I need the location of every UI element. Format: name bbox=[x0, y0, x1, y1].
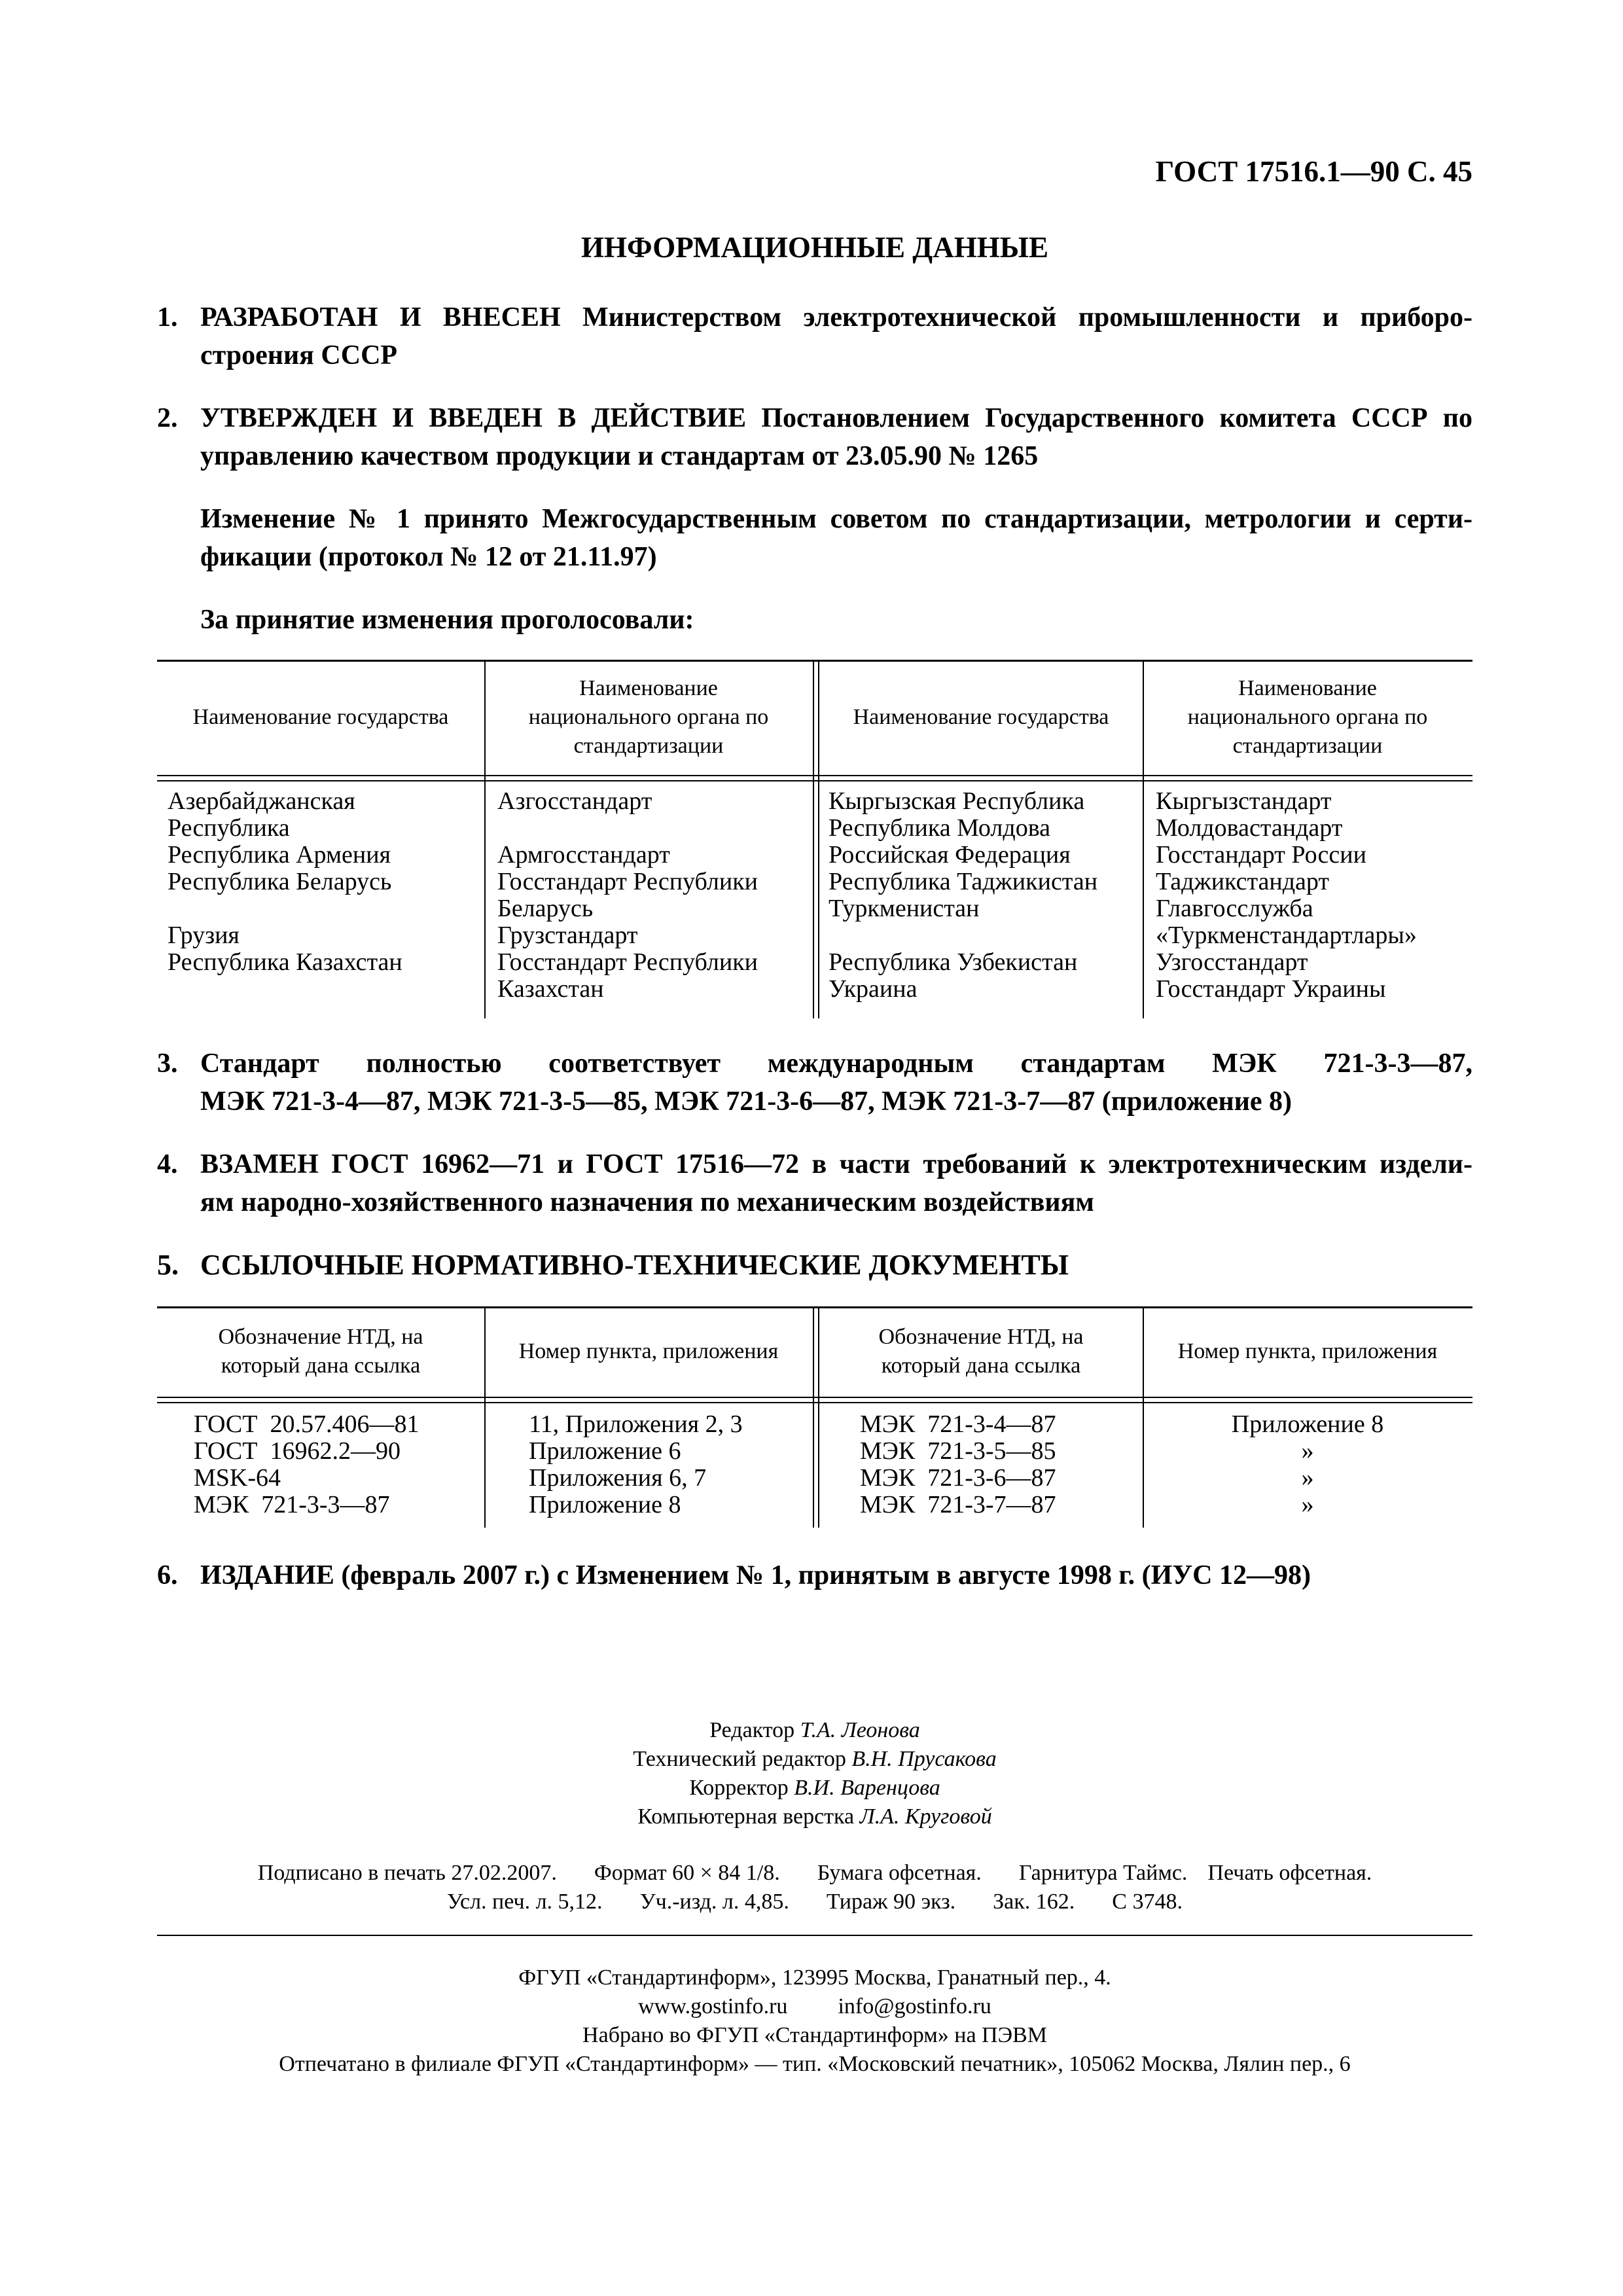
item-number: 5. bbox=[157, 1249, 179, 1281]
item-text-line2: МЭК 721-3-4—87, МЭК 721-3-5—85, МЭК 721-3-6—87, МЭК 721-3-7—87 (приложение 8) bbox=[200, 1086, 1293, 1117]
document-reference: ГОСТ 17516.1—90 С. 45 bbox=[1155, 155, 1472, 188]
item-number: 1. bbox=[157, 302, 178, 332]
item-text-line2: ям народно-хозяйственного назначения по механическим воздействиям bbox=[200, 1187, 1094, 1217]
publishing-sheets: Уч.-изд. л. 4,85. bbox=[639, 1890, 789, 1914]
item-text-line2: строения СССР bbox=[200, 340, 398, 370]
column-bodies-left: Азгосстандарт Армгосстандарт Госстандарт Республики Беларусь Грузстандарт Госстандарт Республики Казахстан bbox=[497, 787, 758, 1003]
states-table bbox=[157, 660, 1472, 1018]
column-docs-right: МЭК 721-3-4—87 МЭК 721-3-5—85 МЭК 721-3-6—87 МЭК 721-3-7—87 bbox=[860, 1410, 1056, 1518]
editor-line bbox=[157, 1716, 1472, 1745]
printed-at-info: Отпечатано в филиале ФГУП «Стандартинформ» — тип. «Московский печатник», 105062 Москва, Лялин пер., 6 bbox=[279, 2052, 1351, 2076]
paper-type: Бумага офсетная. bbox=[817, 1861, 982, 1885]
printed-sheets: Усл. печ. л. 5,12. bbox=[447, 1890, 603, 1914]
item-3 bbox=[157, 1045, 1472, 1121]
column-states-right: Кыргызская Республика Республика Молдова Российская Федерация Республика Таджикистан Туркменистан Республика Узбекистан Украина bbox=[829, 787, 1098, 1003]
printing-type: Печать офсетная. bbox=[1207, 1861, 1372, 1885]
print-info-line1 bbox=[157, 1859, 1472, 1888]
column-header-clause: Номер пункта, приложения bbox=[518, 1339, 779, 1363]
layout-name: Л.А. Круговой bbox=[859, 1804, 992, 1829]
item-text: ССЫЛОЧНЫЕ НОРМАТИВНО-ТЕХНИЧЕСКИЕ ДОКУМЕНТЫ bbox=[200, 1249, 1069, 1281]
item-text-line1: ВЗАМЕН ГОСТ 16962—71 и ГОСТ 17516—72 в части требований к электротехническим издели- bbox=[200, 1149, 1472, 1179]
editor-name: Т.А. Леонова bbox=[800, 1718, 920, 1742]
column-bodies-right: Кыргызстандарт Молдовастандарт Госстандарт России Таджикстандарт Главгосслужба «Туркменстандартлары» Узгосстандарт Госстандарт Украины bbox=[1156, 787, 1417, 1003]
code-number: С 3748. bbox=[1112, 1890, 1183, 1914]
print-run: Тираж 90 экз. bbox=[826, 1890, 956, 1914]
format-fraction: 1/8. bbox=[745, 1861, 780, 1885]
column-header-state: Наименование государства bbox=[853, 705, 1109, 729]
column-divider-double bbox=[813, 660, 819, 1018]
publisher-contacts bbox=[157, 1992, 1472, 2021]
column-header-body: Наименование национального органа по стандартизации bbox=[528, 676, 769, 758]
tech-editor-name: В.Н. Прусакова bbox=[851, 1747, 997, 1771]
format-prefix: Формат 60 × 84 bbox=[594, 1861, 746, 1885]
item-text-line1: УТВЕРЖДЕН И ВВЕДЕН В ДЕЙСТВИЕ Постановлением Государственного комитета СССР по bbox=[200, 403, 1472, 433]
item-4 bbox=[157, 1145, 1472, 1221]
corrector-line bbox=[157, 1774, 1472, 1803]
editor-label: Редактор bbox=[709, 1718, 795, 1742]
publisher-address: ФГУП «Стандартинформ», 123995 Москва, Гранатный пер., 4. bbox=[518, 1965, 1111, 1990]
item-number: 6. bbox=[157, 1560, 178, 1590]
column-divider-double bbox=[813, 1306, 819, 1528]
column-states-left: Азербайджанская Республика Республика Армения Республика Беларусь Грузия Республика Казахстан bbox=[168, 787, 402, 976]
font-type: Гарнитура Таймс. bbox=[1018, 1861, 1188, 1885]
email-link[interactable]: info@gostinfo.ru bbox=[838, 1994, 991, 2018]
item-text: ИЗДАНИЕ (февраль 2007 г.) с Изменением № 1, принятым в августе 1998 г. (ИУС 12—98) bbox=[200, 1560, 1311, 1590]
column-header-body: Наименование национального органа по стандартизации bbox=[1187, 676, 1428, 758]
layout-line bbox=[157, 1803, 1472, 1831]
column-header-doc: Обозначение НТД, на который дана ссылка bbox=[218, 1325, 423, 1378]
print-info-line2 bbox=[157, 1888, 1472, 1916]
separator-rule bbox=[157, 1935, 1472, 1936]
corrector-name: В.И. Варенцова bbox=[794, 1776, 940, 1800]
signed-date: Подписано в печать 27.02.2007. bbox=[257, 1861, 557, 1885]
corrector-label: Корректор bbox=[689, 1776, 789, 1800]
tech-editor-label: Технический редактор bbox=[633, 1747, 846, 1771]
typeset-info: Набрано во ФГУП «Стандартинформ» на ПЭВМ bbox=[582, 2023, 1047, 2047]
amendment-line1: Изменение № 1 принято Межгосударственным советом по стандартизации, метрологии и серти- bbox=[200, 504, 1472, 534]
item-2 bbox=[157, 399, 1472, 475]
item-text-line1: Стандарт полностью соответствует международным стандартам МЭК 721-3-3—87, bbox=[200, 1049, 1472, 1079]
item-1 bbox=[157, 298, 1472, 374]
tech-editor-line bbox=[157, 1745, 1472, 1774]
column-docs-left: ГОСТ 20.57.406—81 ГОСТ 16962.2—90 MSK-64 МЭК 721-3-3—87 bbox=[194, 1410, 419, 1518]
item-number: 2. bbox=[157, 403, 178, 433]
item-6 bbox=[157, 1556, 1472, 1594]
item-5 bbox=[157, 1246, 1472, 1284]
item-text-line2: управлению качеством продукции и стандартам от 23.05.90 № 1265 bbox=[200, 441, 1039, 471]
references-table bbox=[157, 1306, 1472, 1528]
column-clauses-right: Приложение 8 » » » bbox=[1231, 1410, 1384, 1518]
order-number: Зак. 162. bbox=[993, 1890, 1075, 1914]
item-number: 4. bbox=[157, 1149, 178, 1179]
voted-heading: За принятие изменения проголосовали: bbox=[200, 605, 694, 635]
column-header-clause: Номер пункта, приложения bbox=[1177, 1339, 1438, 1363]
website-link[interactable]: www.gostinfo.ru bbox=[638, 1994, 788, 2018]
item-number: 3. bbox=[157, 1049, 178, 1079]
amendment-line2: фикации (протокол № 12 от 21.11.97) bbox=[200, 542, 657, 572]
column-header-doc: Обозначение НТД, на который дана ссылка bbox=[878, 1325, 1084, 1378]
column-clauses-left: 11, Приложения 2, 3 Приложение 6 Приложения 6, 7 Приложение 8 bbox=[529, 1410, 743, 1518]
layout-label: Компьютерная верстка bbox=[637, 1804, 855, 1829]
page-title: ИНФОРМАЦИОННЫЕ ДАННЫЕ bbox=[581, 231, 1048, 264]
item-text-line1: РАЗРАБОТАН И ВНЕСЕН Министерством электротехнической промышленности и приборо- bbox=[200, 302, 1472, 332]
column-header-state: Наименование государства bbox=[192, 705, 449, 729]
